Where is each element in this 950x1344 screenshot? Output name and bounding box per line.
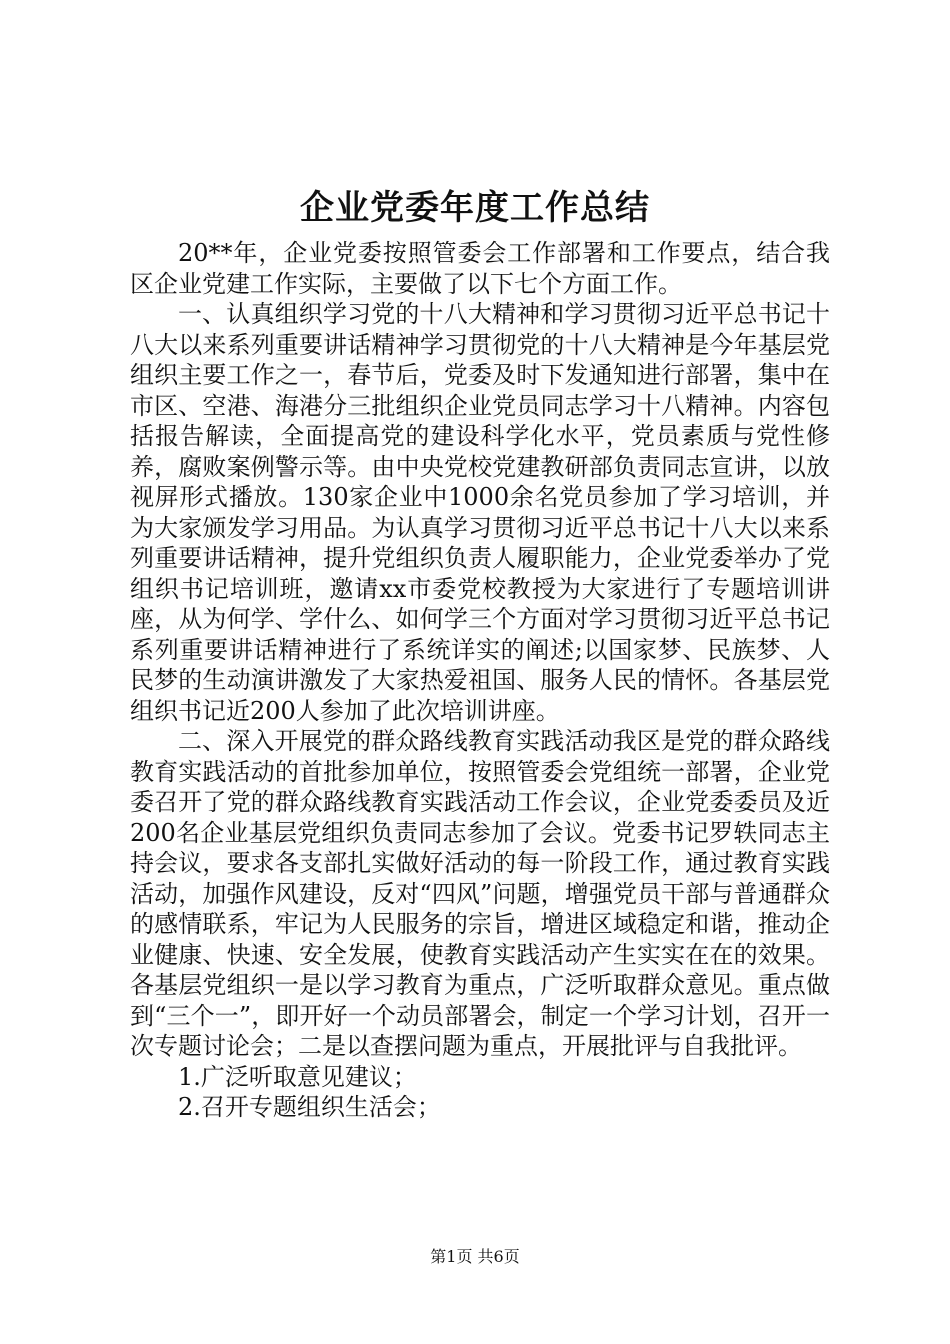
document-title: 企业党委年度工作总结 [300, 188, 650, 228]
list-item-1: 1.广泛听取意见建议； [178, 1062, 417, 1091]
document-body [130, 238, 830, 1123]
paragraph-section-2: 二、深入开展党的群众路线教育实践活动我区是党的群众路线教育实践活动的首批参加单位，按照管委会党组统一部署，企业党委召开了党的群众路线教育实践活动工作会议，企业党委委员及近200名企业基层党组织负责同志参加了会议。党委书记罗轶同志主持会议，要求各支部扎实做好活动的每一阶段工作，通过教育实践活动，加强作风建设，反对“四风”问题，增强党员干部与普通群众的感情联系，牢记为人民服务的宗旨，增进区域稳定和谐，推动企业健康、快速、安全发展，使教育实践活动产生实实在在的效果。各基层党组织一是以学习教育为重点，广泛听取群众意见。重点做到“三个一”，即开好一个动员部署会，制定一个学习计划，召开一次专题讨论会；二是以查摆问题为重点，开展批评与自我批评。 [130, 727, 830, 1060]
paragraph-section-1: 一、认真组织学习党的十八大精神和学习贯彻习近平总书记十八大以来系列重要讲话精神学习贯彻党的十八大精神是今年基层党组织主要工作之一，春节后，党委及时下发通知进行部署，集中在市区、空港、海港分三批组织企业党员同志学习十八精神。内容包括报告解读，全面提高党的建设科学化水平，党员素质与党性修养，腐败案例警示等。由中央党校党建教研部负责同志宣讲，以放视屏形式播放。130家企业中1000余名党员参加了学习培训，并为大家颁发学习用品。为认真学习贯彻习近平总书记十八大以来系列重要讲话精神，提升党组织负责人履职能力，企业党委举办了党组织书记培训班，邀请xx市委党校教授为大家进行了专题培训讲座，从为何学、学什么、如何学三个方面对学习贯彻习近平总书记系列重要讲话精神进行了系统详实的阐述;以国家梦、民族梦、人民梦的生动演讲激发了大家热爱祖国、服务人民的情怀。各基层党组织书记近200人参加了此次培训讲座。 [130, 300, 830, 725]
list-item-2: 2.召开专题组织生活会； [178, 1093, 441, 1121]
paragraph-intro: 20**年，企业党委按照管委会工作部署和工作要点，结合我区企业党建工作实际，主要做了以下七个方面工作。 [130, 239, 830, 298]
page-number-footer: 第1页 共6页 [430, 1247, 520, 1266]
